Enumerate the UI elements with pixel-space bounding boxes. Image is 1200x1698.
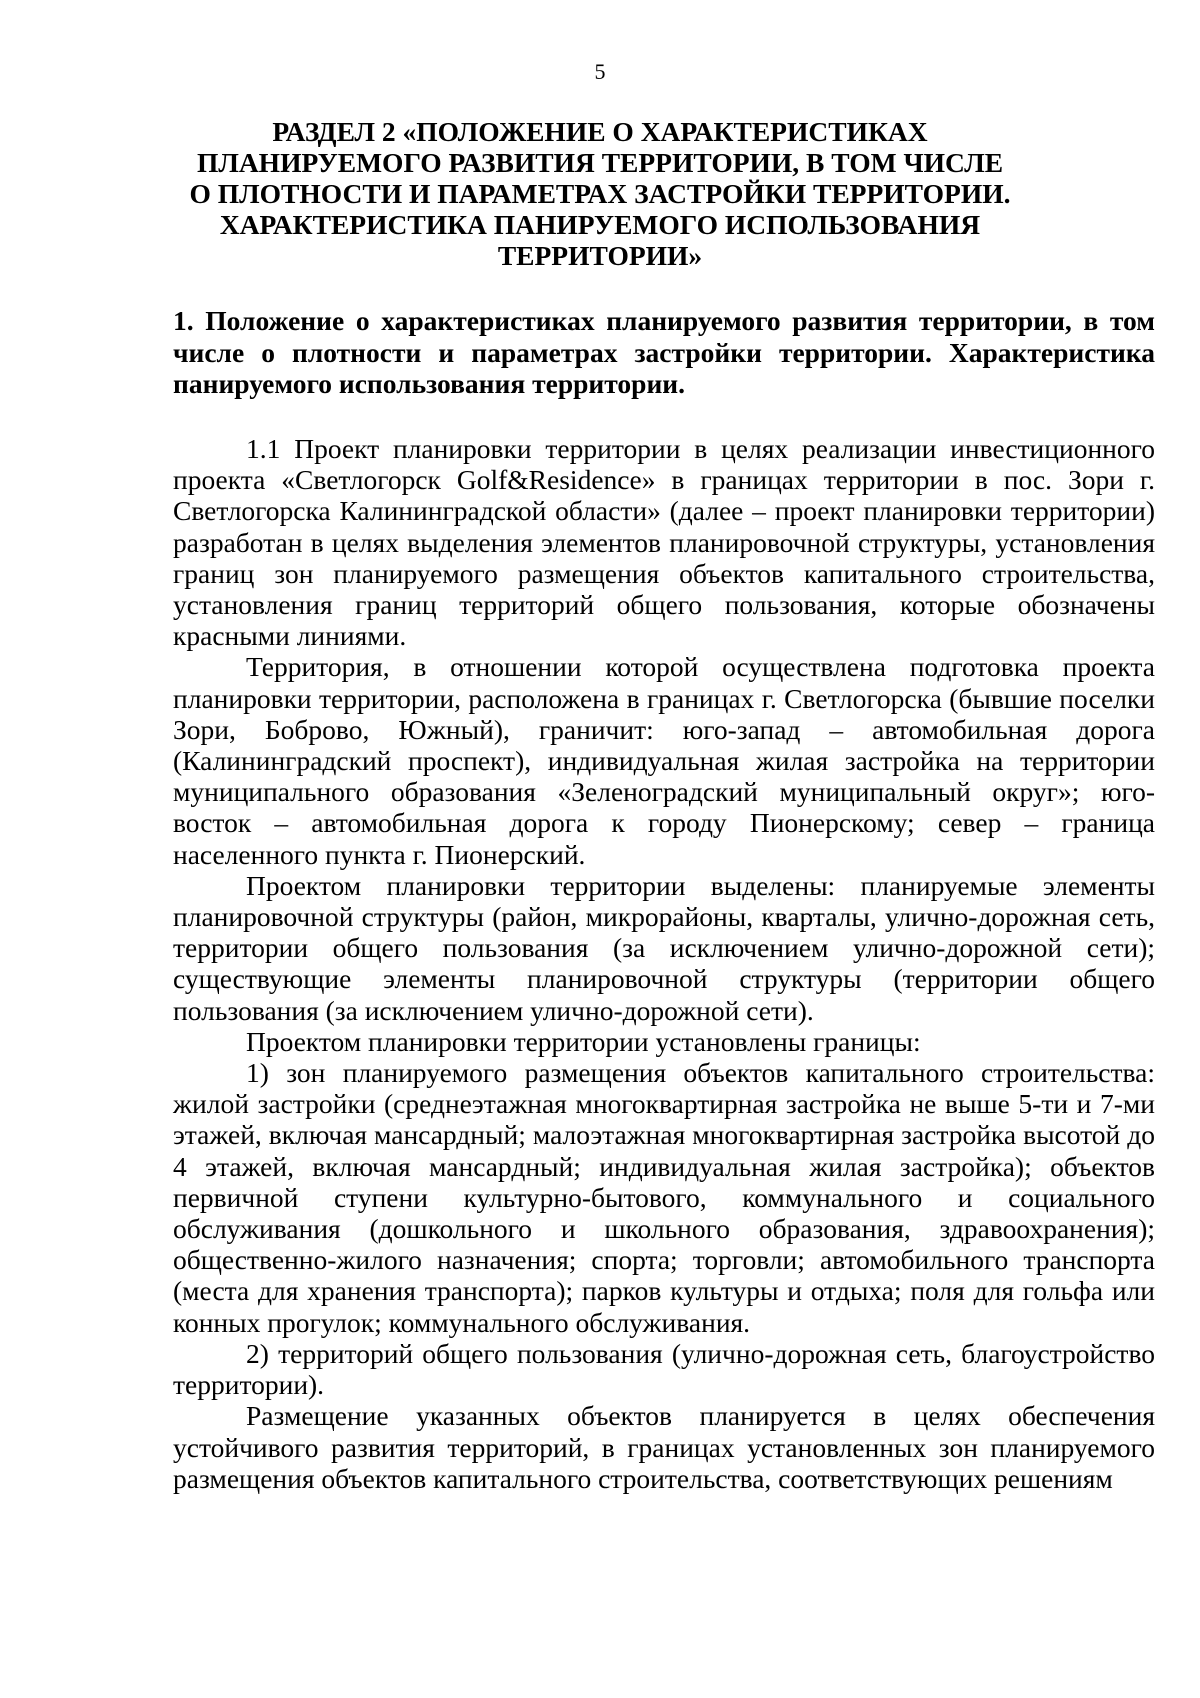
section-title	[150, 116, 1050, 271]
list-item-paragraph: 2) территорий общего пользования (улично-дорожная сеть, благоустройство территории).	[173, 1337, 1155, 1401]
paragraph: Проектом планировки территории установлены границы:	[246, 1025, 921, 1057]
paragraph: Размещение указанных объектов планируется в целях обеспечения устойчивого развития территорий, в границах установленных зон планируемого размещения объектов капитального строительства, соответствующих решениям	[173, 1400, 1155, 1494]
paragraph: 1.1 Проект планировки территории в целях реализации инвестиционного проекта «Светлогорск Golf&Residence» в границах территории в пос. Зори г. Светлогорска Калининградской области» (далее – проект планировки территории) разработан в целях выделения элементов планировочной структуры, установления границ зон планируемого размещения объектов капитального строительства, установления границ территорий общего пользования, которые обозначены красными линиями.	[173, 433, 1155, 652]
section-title-line: ПЛАНИРУЕМОГО РАЗВИТИЯ ТЕРРИТОРИИ, В ТОМ ЧИСЛЕ	[196, 147, 1004, 178]
section-title-line: РАЗДЕЛ 2 «ПОЛОЖЕНИЕ О ХАРАКТЕРИСТИКАХ	[272, 116, 928, 147]
list-item-paragraph: 1) зон планируемого размещения объектов капитального строительства: жилой застройки (среднеэтажная многоквартирная застройка не выше 5-ти и 7-ми этажей, включая мансардный; малоэтажная многоквартирная застройка высотой до 4 этажей, включая мансардный; индивидуальная жилая застройка); объектов первичной ступени культурно-бытового, коммунального и социального обслуживания (дошкольного и школьного образования, здравоохранения); общественно-жилого назначения; спорта; торговли; автомобильного транспорта (места для хранения транспорта); парков культуры и отдыха; поля для гольфа или конных прогулок; коммунального обслуживания.	[173, 1057, 1155, 1338]
page-number: 5	[594, 59, 606, 84]
paragraph: Территория, в отношении которой осуществлена подготовка проекта планировки территории, расположена в границах г. Светлогорска (бывшие поселки Зори, Боброво, Южный), граничит: юго-запад – автомобильная дорога (Калининградский проспект), индивидуальная жилая застройка на территории муниципального образования «Зеленоградский муниципальный округ»; юго-восток – автомобильная дорога к городу Пионерскому; север – граница населенного пункта г. Пионерский.	[173, 651, 1155, 870]
section-title-line: О ПЛОТНОСТИ И ПАРАМЕТРАХ ЗАСТРОЙКИ ТЕРРИТОРИИ.	[189, 178, 1011, 209]
subsection-heading: 1. Положение о характеристиках планируемого развития территории, в том числе о плотности и параметрах застройки территории. Характеристика панируемого использования территории.	[173, 305, 1155, 399]
document-body	[173, 433, 1155, 1494]
section-title-line: ХАРАКТЕРИСТИКА ПАНИРУЕМОГО ИСПОЛЬЗОВАНИЯ	[219, 209, 981, 240]
section-title-line: ТЕРРИТОРИИ»	[497, 240, 703, 271]
paragraph: Проектом планировки территории выделены: планируемые элементы планировочной структуры (район, микрорайоны, кварталы, улично-дорожная сеть, территории общего пользования (за исключением улично-дорожной сети); существующие элементы планировочной структуры (территории общего пользования (за исключением улично-дорожной сети).	[173, 869, 1155, 1026]
